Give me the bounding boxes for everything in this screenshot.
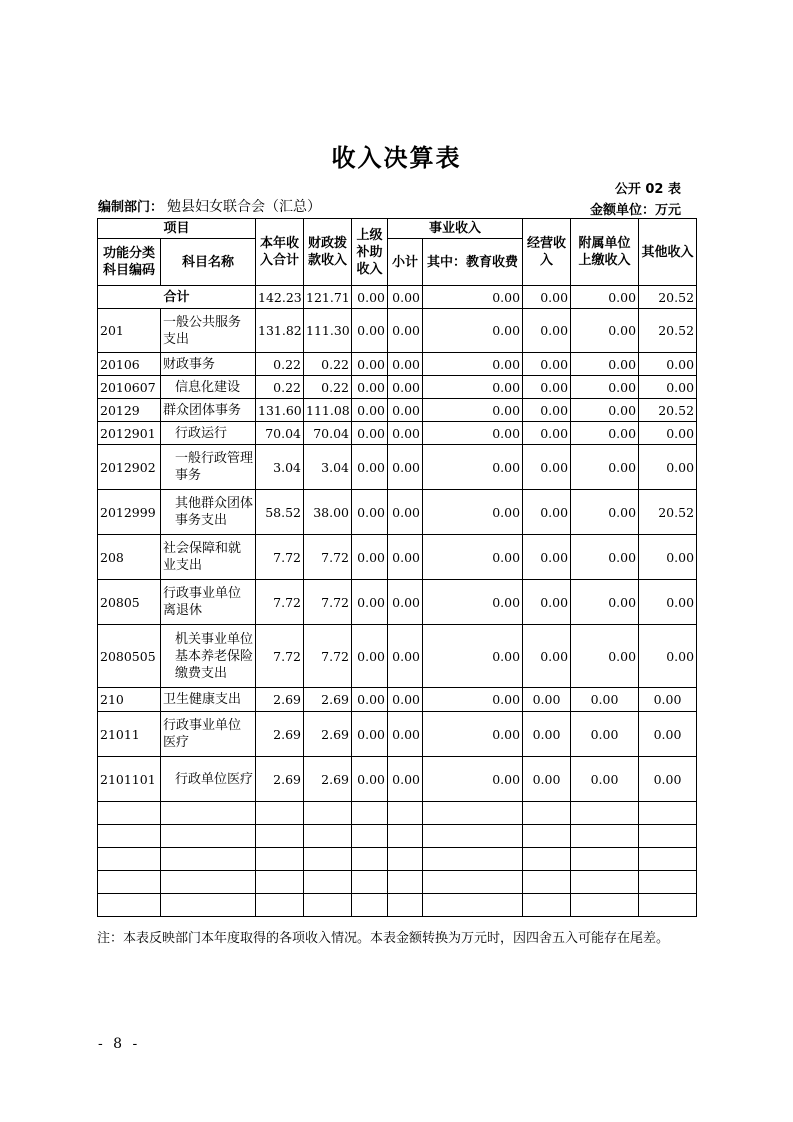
- superior-cell: 0.00: [352, 399, 388, 422]
- code-cell: 2010607: [98, 376, 161, 399]
- code-cell: 20129: [98, 399, 161, 422]
- page-title: 收入决算表: [331, 144, 462, 172]
- empty-row: [98, 825, 697, 848]
- subtotal-cell: 0.00: [388, 535, 423, 580]
- affiliated-cell: 0.00: [571, 757, 639, 802]
- superior-cell: 0.00: [352, 309, 388, 353]
- empty-row: [98, 871, 697, 894]
- total-cell: 7.72: [256, 580, 304, 625]
- header-total-income: 本年收入合计: [256, 219, 304, 286]
- fiscal-cell: 7.72: [304, 625, 352, 688]
- affiliated-cell: 0.00: [571, 309, 639, 353]
- business-cell: 0.00: [523, 688, 571, 712]
- subtotal-cell: 0.00: [388, 309, 423, 353]
- table-header: [98, 219, 697, 286]
- empty-row: [98, 894, 697, 917]
- total-row: [98, 286, 697, 309]
- total-label: 合计: [98, 286, 256, 309]
- code-cell: 2012999: [98, 490, 161, 535]
- business-cell: 0.00: [523, 757, 571, 802]
- subtotal-cell: 0.00: [388, 286, 423, 309]
- affiliated-cell: 0.00: [571, 286, 639, 309]
- table-row: [98, 309, 697, 353]
- name-cell: 行政事业单位离退休: [161, 580, 256, 625]
- subtotal-cell: 0.00: [388, 580, 423, 625]
- code-cell: 2012901: [98, 422, 161, 445]
- superior-cell: 0.00: [352, 757, 388, 802]
- total-cell: 0.22: [256, 353, 304, 376]
- other-cell: 0.00: [639, 712, 697, 757]
- affiliated-cell: 0.00: [571, 422, 639, 445]
- total-cell: 7.72: [256, 625, 304, 688]
- total-cell: 0.22: [256, 376, 304, 399]
- fiscal-cell: 2.69: [304, 712, 352, 757]
- name-cell: 卫生健康支出: [161, 688, 256, 712]
- other-cell: 0.00: [639, 445, 697, 490]
- affiliated-cell: 0.00: [571, 353, 639, 376]
- business-cell: 0.00: [523, 625, 571, 688]
- business-cell: 0.00: [523, 712, 571, 757]
- code-cell: 21011: [98, 712, 161, 757]
- fiscal-cell: 7.72: [304, 535, 352, 580]
- empty-row: [98, 802, 697, 825]
- code-cell: 2012902: [98, 445, 161, 490]
- fiscal-cell: 7.72: [304, 580, 352, 625]
- name-cell: 行政事业单位医疗: [161, 712, 256, 757]
- superior-cell: 0.00: [352, 286, 388, 309]
- business-cell: 0.00: [523, 309, 571, 353]
- table-row: [98, 376, 697, 399]
- total-cell: 2.69: [256, 757, 304, 802]
- header-career: 事业收入: [388, 219, 523, 239]
- business-cell: 0.00: [523, 422, 571, 445]
- code-cell: 20805: [98, 580, 161, 625]
- name-cell: 社会保障和就业支出: [161, 535, 256, 580]
- header-business: 经营收入: [523, 219, 571, 286]
- subtotal-cell: 0.00: [388, 625, 423, 688]
- other-cell: 20.52: [639, 309, 697, 353]
- superior-cell: 0.00: [352, 688, 388, 712]
- other-cell: 20.52: [639, 399, 697, 422]
- subtotal-cell: 0.00: [388, 353, 423, 376]
- education-cell: 0.00: [423, 712, 523, 757]
- superior-cell: 0.00: [352, 422, 388, 445]
- subtotal-cell: 0.00: [388, 445, 423, 490]
- table-row: [98, 625, 697, 688]
- other-cell: 0.00: [639, 376, 697, 399]
- table-row: [98, 353, 697, 376]
- business-cell: 0.00: [523, 376, 571, 399]
- business-cell: 0.00: [523, 490, 571, 535]
- education-cell: 0.00: [423, 757, 523, 802]
- code-cell: 20106: [98, 353, 161, 376]
- table-row: [98, 490, 697, 535]
- total-cell: 3.04: [256, 445, 304, 490]
- subtotal-cell: 0.00: [388, 490, 423, 535]
- affiliated-cell: 0.00: [571, 490, 639, 535]
- table-row: [98, 757, 697, 802]
- affiliated-cell: 0.00: [571, 712, 639, 757]
- name-cell: 行政单位医疗: [161, 757, 256, 802]
- business-cell: 0.00: [523, 399, 571, 422]
- total-cell: 7.72: [256, 535, 304, 580]
- table-row: [98, 399, 697, 422]
- education-cell: 0.00: [423, 422, 523, 445]
- subtotal-cell: 0.00: [388, 712, 423, 757]
- table-row: [98, 445, 697, 490]
- code-cell: 2080505: [98, 625, 161, 688]
- total-cell: 131.60: [256, 399, 304, 422]
- empty-row: [98, 848, 697, 871]
- total-cell: 2.69: [256, 688, 304, 712]
- table-row: [98, 712, 697, 757]
- other-cell: 0.00: [639, 625, 697, 688]
- fiscal-cell: 70.04: [304, 422, 352, 445]
- table-note: 注：本表反映部门本年度取得的各项收入情况。本表金额转换为万元时，因四舍五入可能存在尾差。: [97, 931, 670, 946]
- education-cell: 0.00: [423, 399, 523, 422]
- fiscal-cell: 0.22: [304, 353, 352, 376]
- affiliated-cell: 0.00: [571, 445, 639, 490]
- superior-cell: 0.00: [352, 445, 388, 490]
- subtotal-cell: 0.00: [388, 757, 423, 802]
- other-cell: 0.00: [639, 353, 697, 376]
- business-cell: 0.00: [523, 445, 571, 490]
- name-cell: 群众团体事务: [161, 399, 256, 422]
- code-cell: 201: [98, 309, 161, 353]
- code-cell: 210: [98, 688, 161, 712]
- header-superior: 上级补助收入: [352, 219, 388, 286]
- affiliated-cell: 0.00: [571, 580, 639, 625]
- superior-cell: 0.00: [352, 580, 388, 625]
- table-row: [98, 580, 697, 625]
- header-func-code: 功能分类科目编码: [98, 239, 161, 286]
- fiscal-cell: 38.00: [304, 490, 352, 535]
- table-body: [98, 286, 697, 917]
- table-row: [98, 422, 697, 445]
- table-row: [98, 688, 697, 712]
- fiscal-cell: 121.71: [304, 286, 352, 309]
- subtotal-cell: 0.00: [388, 688, 423, 712]
- code-cell: 2101101: [98, 757, 161, 802]
- total-cell: 58.52: [256, 490, 304, 535]
- superior-cell: 0.00: [352, 490, 388, 535]
- affiliated-cell: 0.00: [571, 535, 639, 580]
- superior-cell: 0.00: [352, 376, 388, 399]
- code-cell: 208: [98, 535, 161, 580]
- name-cell: 信息化建设: [161, 376, 256, 399]
- superior-cell: 0.00: [352, 535, 388, 580]
- subtotal-cell: 0.00: [388, 376, 423, 399]
- fiscal-cell: 2.69: [304, 757, 352, 802]
- affiliated-cell: 0.00: [571, 625, 639, 688]
- fiscal-cell: 3.04: [304, 445, 352, 490]
- business-cell: 0.00: [523, 353, 571, 376]
- income-table: [97, 218, 697, 917]
- business-cell: 0.00: [523, 286, 571, 309]
- total-cell: 131.82: [256, 309, 304, 353]
- education-cell: 0.00: [423, 625, 523, 688]
- other-cell: 0.00: [639, 757, 697, 802]
- table-row: [98, 535, 697, 580]
- education-cell: 0.00: [423, 490, 523, 535]
- total-cell: 70.04: [256, 422, 304, 445]
- superior-cell: 0.00: [352, 625, 388, 688]
- department-label: 编制部门：: [98, 200, 164, 215]
- fiscal-cell: 111.08: [304, 399, 352, 422]
- other-cell: 20.52: [639, 286, 697, 309]
- name-cell: 一般行政管理事务: [161, 445, 256, 490]
- education-cell: 0.00: [423, 353, 523, 376]
- name-cell: 其他群众团体事务支出: [161, 490, 256, 535]
- amount-unit: 金额单位：万元: [589, 203, 681, 218]
- education-cell: 0.00: [423, 286, 523, 309]
- affiliated-cell: 0.00: [571, 376, 639, 399]
- other-cell: 0.00: [639, 535, 697, 580]
- education-cell: 0.00: [423, 688, 523, 712]
- education-cell: 0.00: [423, 580, 523, 625]
- subtotal-cell: 0.00: [388, 422, 423, 445]
- subtotal-cell: 0.00: [388, 399, 423, 422]
- page-number: - 8 -: [98, 1036, 141, 1052]
- total-cell: 142.23: [256, 286, 304, 309]
- department-line: [98, 196, 321, 216]
- header-subject-name: 科目名称: [161, 239, 256, 286]
- superior-cell: 0.00: [352, 712, 388, 757]
- form-number: 公开 02 表: [614, 182, 681, 197]
- header-affiliated: 附属单位上缴收入: [571, 219, 639, 286]
- business-cell: 0.00: [523, 535, 571, 580]
- total-cell: 2.69: [256, 712, 304, 757]
- name-cell: 机关事业单位基本养老保险缴费支出: [161, 625, 256, 688]
- name-cell: 一般公共服务支出: [161, 309, 256, 353]
- other-cell: 0.00: [639, 688, 697, 712]
- other-cell: 0.00: [639, 580, 697, 625]
- other-cell: 0.00: [639, 422, 697, 445]
- header-other: 其他收入: [639, 219, 697, 286]
- name-cell: 行政运行: [161, 422, 256, 445]
- superior-cell: 0.00: [352, 353, 388, 376]
- fiscal-cell: 111.30: [304, 309, 352, 353]
- education-cell: 0.00: [423, 309, 523, 353]
- header-item: 项目: [98, 219, 256, 239]
- affiliated-cell: 0.00: [571, 399, 639, 422]
- fiscal-cell: 2.69: [304, 688, 352, 712]
- business-cell: 0.00: [523, 580, 571, 625]
- header-fiscal: 财政拨款收入: [304, 219, 352, 286]
- fiscal-cell: 0.22: [304, 376, 352, 399]
- name-cell: 财政事务: [161, 353, 256, 376]
- header-subtotal: 小计: [388, 239, 423, 286]
- affiliated-cell: 0.00: [571, 688, 639, 712]
- education-cell: 0.00: [423, 376, 523, 399]
- education-cell: 0.00: [423, 445, 523, 490]
- education-cell: 0.00: [423, 535, 523, 580]
- header-education: 其中：教育收费: [423, 239, 523, 286]
- department-name: 勉县妇女联合会（汇总）: [167, 199, 322, 215]
- other-cell: 20.52: [639, 490, 697, 535]
